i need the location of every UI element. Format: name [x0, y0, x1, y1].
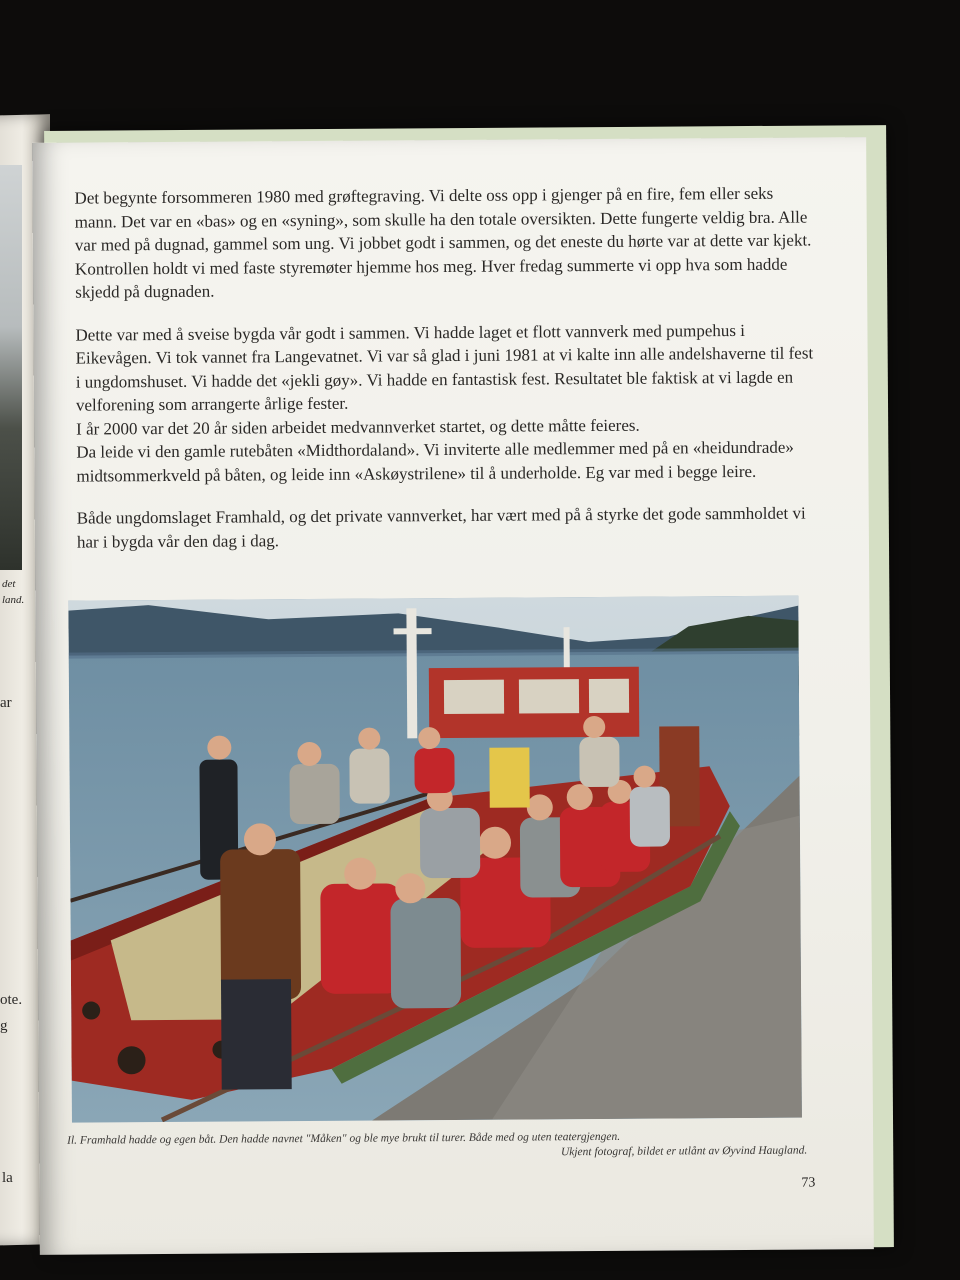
left-page-fragment: g: [0, 1018, 8, 1034]
paragraph: Det begynte forsommeren 1980 med grøftegraving. Vi delte oss opp i gjenger på en fire, fem eller seks mann. Det var en «bas» og en «syning», som skulle ha den totale oversikten. Dette fungerte veldig bra. Alle var med på dugnad, gammel som ung. Vi jobbet godt i sammen, og det eneste du hørte var at dette var kjekt. Kontrollen holdt vi med faste styremøter hjemme hos meg. Hver fredag summerte vi opp hva som hadde skjedd på dugnaden.: [74, 183, 812, 302]
left-page-fragment: ar: [0, 695, 12, 711]
left-page-fragment: ote.: [0, 992, 23, 1008]
boat-photo-illustration: [68, 596, 802, 1123]
boat-photo: [68, 596, 802, 1123]
photo-credit: Ukjent fotograf, bildet er utlånt av Øyvind Haugland.: [560, 1144, 808, 1159]
left-page-photo-edge: [0, 165, 22, 570]
paragraph: I år 2000 var det 20 år siden arbeidet medvannverket startet, og dette måtte feieres.: [76, 415, 640, 439]
paragraph: Da leide vi den gamle rutebåten «Midthordaland». Vi inviterte alle medlemmer med på en «heidundrade» midtsommerkveld på båten, og leide inn «Askøystrilene» til å underholde. Eg var med i begge leire.: [76, 437, 794, 486]
left-page-fragment: la: [2, 1170, 13, 1186]
body-text: [74, 181, 817, 572]
left-page-fragment: det: [2, 578, 16, 590]
photo-caption: Il. Framhald hadde og egen båt. Den hadde navnet "Måken" og ble mye brukt til turer. Både med og uten teatergjengen.: [67, 1130, 621, 1147]
paragraph: Både ungdomslaget Framhald, og det private vannverket, har vært med på å styrke det gode sammholdet vi har i bygda vår den dag i dag.: [76, 503, 806, 552]
paragraph: Dette var med å sveise bygda vår godt i sammen. Vi hadde laget et flott vannverk med pumpehus i Eikevågen. Vi tok vannet fra Langevatnet. Vi var så glad i juni 1981 at vi kalte inn alle andelshaverne til fest i ungdomshuset. Vi hadde det «jekli gøy». Vi hadde en fantastisk fest. Resultatet ble faktisk at vi lagde en velforening som arrangerte årlige fester.: [75, 320, 814, 415]
left-page-fragment: land.: [2, 594, 25, 606]
book-page: [32, 137, 874, 1255]
page-number: 73: [801, 1175, 816, 1191]
